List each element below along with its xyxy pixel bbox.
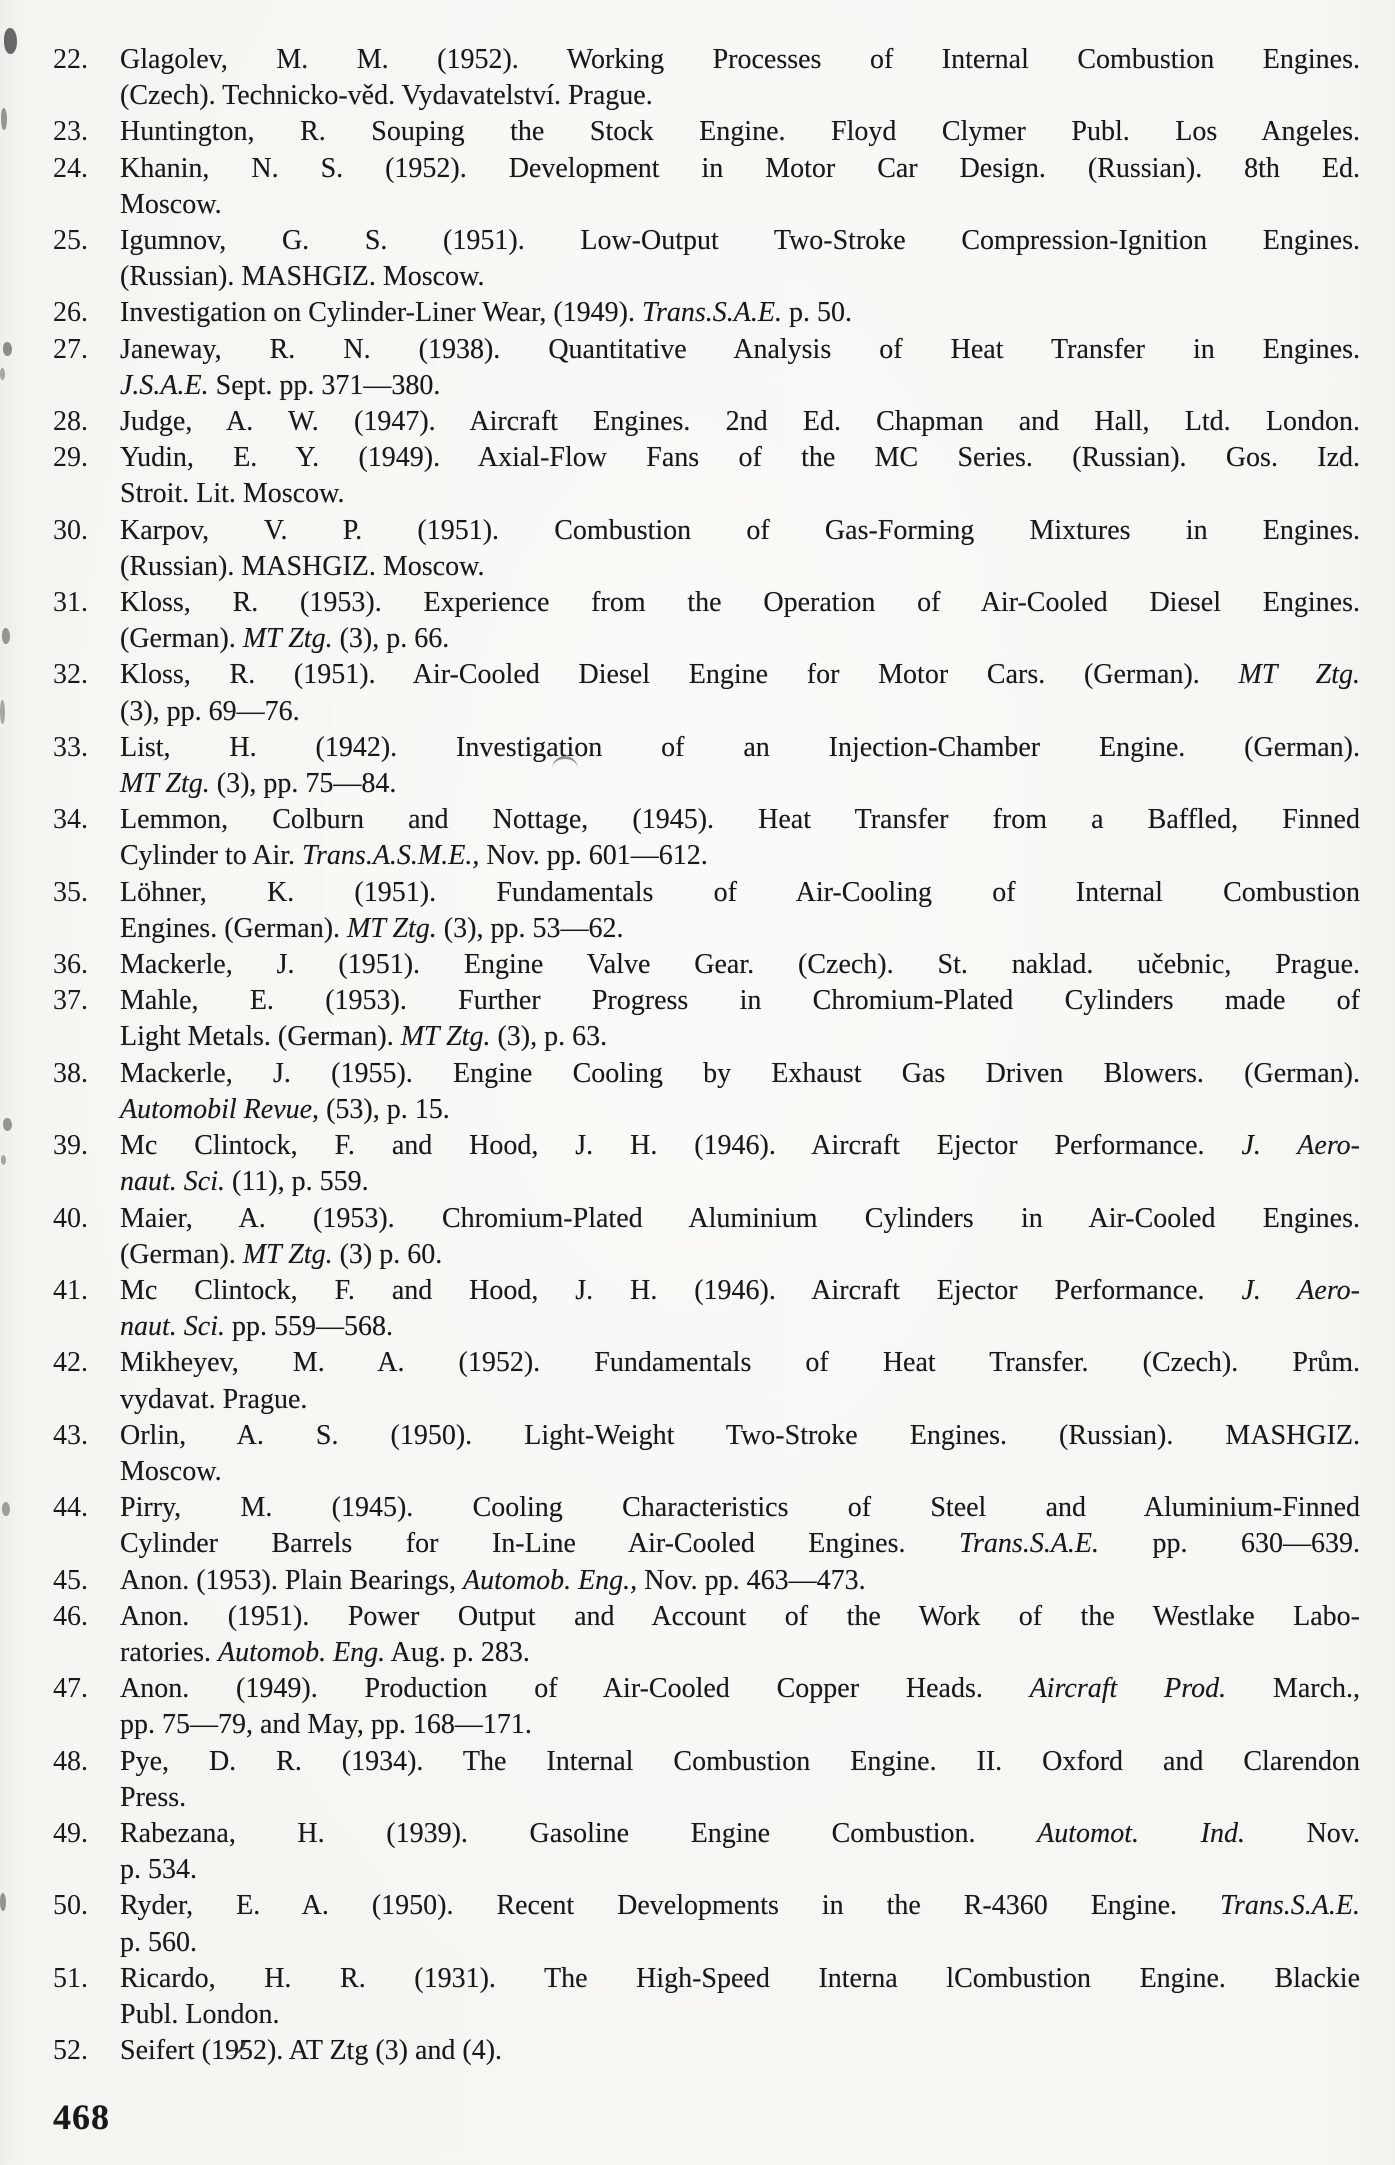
reference-line: Khanin, N. S. (1952). Development in Motor Car Design. (Russian). 8th Ed. bbox=[120, 152, 1360, 184]
reference-text bbox=[120, 1816, 1360, 1888]
reference-line: Mackerle, J. (1955). Engine Cooling by Exhaust Gas Driven Blowers. (German). bbox=[120, 1057, 1360, 1089]
reference-line: Seifert (1952). AT Ztg (3) and (4). bbox=[120, 2035, 503, 2067]
reference-line: (3), pp. 69—76. bbox=[120, 695, 300, 727]
reference-entry bbox=[53, 114, 1360, 150]
reference-number: 40. bbox=[53, 1202, 88, 1234]
reference-number: 23. bbox=[53, 116, 88, 148]
reference-line: Cylinder to Air. Trans.A.S.M.E., Nov. pp. 601—612. bbox=[120, 840, 708, 872]
reference-line: Pirry, M. (1945). Cooling Characteristics of Steel and Aluminium-Finned bbox=[120, 1492, 1360, 1524]
reference-line: Stroit. Lit. Moscow. bbox=[120, 478, 345, 510]
reference-line: Investigation on Cylinder-Liner Wear, (1949). Trans.S.A.E. p. 50. bbox=[120, 297, 852, 329]
reference-entry bbox=[53, 223, 1360, 295]
reference-line: Löhner, K. (1951). Fundamentals of Air-Cooling of Internal Combustion bbox=[120, 876, 1360, 908]
reference-line: Anon. (1953). Plain Bearings, Automob. Eng., Nov. pp. 463—473. bbox=[120, 1564, 866, 1596]
reference-line: Kloss, R. (1951). Air-Cooled Diesel Engine for Motor Cars. (German). MT Ztg. bbox=[120, 659, 1360, 691]
reference-line: Judge, A. W. (1947). Aircraft Engines. 2nd Ed. Chapman and Hall, Ltd. London. bbox=[120, 406, 1360, 438]
reference-line: Orlin, A. S. (1950). Light-Weight Two-Stroke Engines. (Russian). MASHGIZ. bbox=[120, 1419, 1360, 1451]
reference-line: Moscow. bbox=[120, 1455, 222, 1487]
reference-line: Lemmon, Colburn and Nottage, (1945). Heat Transfer from a Baffled, Finned bbox=[120, 804, 1360, 836]
scan-speck bbox=[0, 700, 5, 724]
reference-text bbox=[120, 1888, 1360, 1960]
reference-entry bbox=[53, 1563, 1360, 1599]
reference-text bbox=[120, 1056, 1360, 1128]
reference-line: Mc Clintock, F. and Hood, J. H. (1946). Aircraft Ejector Performance. J. Aero- bbox=[120, 1130, 1360, 1162]
reference-entry bbox=[53, 1418, 1360, 1490]
reference-text bbox=[120, 1490, 1360, 1562]
reference-number: 49. bbox=[53, 1817, 88, 1849]
reference-line: Igumnov, G. S. (1951). Low-Output Two-Stroke Compression-Ignition Engines. bbox=[120, 225, 1360, 257]
reference-entry bbox=[53, 404, 1360, 440]
reference-entry bbox=[53, 513, 1360, 585]
reference-number: 47. bbox=[53, 1673, 88, 1705]
scan-speck bbox=[0, 1893, 6, 1911]
reference-text bbox=[120, 1961, 1360, 2033]
reference-number: 34. bbox=[53, 804, 88, 836]
reference-line: Janeway, R. N. (1938). Quantitative Analysis of Heat Transfer in Engines. bbox=[120, 333, 1360, 365]
reference-text bbox=[120, 513, 1360, 585]
scan-speck bbox=[1, 108, 7, 130]
reference-number: 45. bbox=[53, 1564, 88, 1596]
reference-line: Mackerle, J. (1951). Engine Valve Gear. (Czech). St. naklad. učebnic, Prague. bbox=[120, 949, 1360, 981]
reference-text bbox=[120, 440, 1360, 512]
reference-number: 36. bbox=[53, 949, 88, 981]
reference-text bbox=[120, 657, 1360, 729]
reference-line: Press. bbox=[120, 1781, 187, 1813]
reference-line: Yudin, E. Y. (1949). Axial-Flow Fans of the MC Series. (Russian). Gos. Izd. bbox=[120, 442, 1360, 474]
reference-entry bbox=[53, 1490, 1360, 1562]
reference-line: Automobil Revue, (53), p. 15. bbox=[120, 1093, 450, 1125]
reference-entry bbox=[53, 1273, 1360, 1345]
reference-entry bbox=[53, 1961, 1360, 2033]
reference-line: Mahle, E. (1953). Further Progress in Chromium-Plated Cylinders made of bbox=[120, 985, 1360, 1017]
reference-number: 35. bbox=[53, 876, 88, 908]
reference-number: 42. bbox=[53, 1347, 88, 1379]
reference-text bbox=[120, 151, 1360, 223]
reference-line: (German). MT Ztg. (3), p. 66. bbox=[120, 623, 450, 655]
reference-text bbox=[120, 404, 1360, 440]
reference-number: 37. bbox=[53, 985, 88, 1017]
reference-line: (Russian). MASHGIZ. Moscow. bbox=[120, 550, 485, 582]
reference-entry bbox=[53, 1744, 1360, 1816]
reference-line: List, H. (1942). Investigation of an Injection-Chamber Engine. (German). bbox=[120, 731, 1360, 763]
reference-entry bbox=[53, 42, 1360, 114]
reference-number: 52. bbox=[53, 2035, 88, 2067]
reference-line: naut. Sci. (11), p. 559. bbox=[120, 1166, 369, 1198]
reference-line: J.S.A.E. Sept. pp. 371—380. bbox=[120, 369, 441, 401]
reference-line: Moscow. bbox=[120, 188, 222, 220]
reference-entry bbox=[53, 332, 1360, 404]
reference-number: 46. bbox=[53, 1600, 88, 1632]
reference-entry bbox=[53, 1888, 1360, 1960]
reference-text bbox=[120, 802, 1360, 874]
scan-speck bbox=[2, 1502, 10, 1516]
reference-entry bbox=[53, 1201, 1360, 1273]
reference-line: p. 560. bbox=[120, 1926, 197, 1958]
reference-number: 48. bbox=[53, 1745, 88, 1777]
reference-text bbox=[120, 1563, 1360, 1599]
reference-number: 50. bbox=[53, 1890, 88, 1922]
reference-number: 30. bbox=[53, 514, 88, 546]
page-number: 468 bbox=[53, 2097, 110, 2137]
reference-line: Anon. (1949). Production of Air-Cooled Copper Heads. Aircraft Prod. March., bbox=[120, 1673, 1361, 1705]
reference-number: 27. bbox=[53, 333, 88, 365]
reference-line: pp. 75—79, and May, pp. 168—171. bbox=[120, 1709, 532, 1741]
reference-number: 33. bbox=[53, 731, 88, 763]
reference-text bbox=[120, 875, 1360, 947]
reference-number: 51. bbox=[53, 1962, 88, 1994]
reference-line: Light Metals. (German). MT Ztg. (3), p. 63. bbox=[120, 1021, 608, 1053]
reference-entry bbox=[53, 295, 1360, 331]
reference-entry bbox=[53, 730, 1360, 802]
reference-text bbox=[120, 1418, 1360, 1490]
reference-line: Huntington, R. Souping the Stock Engine. Floyd Clymer Publ. Los Angeles. bbox=[120, 116, 1360, 148]
reference-line: vydavat. Prague. bbox=[120, 1383, 308, 1415]
reference-entry bbox=[53, 1128, 1360, 1200]
reference-entry bbox=[53, 440, 1360, 512]
reference-line: naut. Sci. pp. 559—568. bbox=[120, 1311, 393, 1343]
reference-line: Publ. London. bbox=[120, 1998, 280, 2030]
reference-entry bbox=[53, 947, 1360, 983]
reference-number: 43. bbox=[53, 1419, 88, 1451]
reference-number: 38. bbox=[53, 1057, 88, 1089]
reference-line: ratories. Automob. Eng. Aug. p. 283. bbox=[120, 1636, 530, 1668]
reference-entry bbox=[53, 585, 1360, 657]
reference-text bbox=[120, 1201, 1360, 1273]
reference-number: 28. bbox=[53, 406, 88, 438]
reference-entry bbox=[53, 151, 1360, 223]
reference-entry bbox=[53, 802, 1360, 874]
reference-line: (German). MT Ztg. (3) p. 60. bbox=[120, 1238, 443, 1270]
reference-line: (Czech). Technicko-věd. Vydavatelství. Prague. bbox=[120, 80, 653, 112]
reference-line: MT Ztg. (3), pp. 75—84. bbox=[120, 768, 397, 800]
reference-text bbox=[120, 1128, 1360, 1200]
reference-text bbox=[120, 947, 1360, 983]
reference-text bbox=[120, 983, 1360, 1055]
reference-entry bbox=[53, 1599, 1360, 1671]
scan-speck bbox=[4, 28, 17, 54]
reference-text bbox=[120, 332, 1360, 404]
scan-speck bbox=[3, 342, 12, 356]
reference-text bbox=[120, 1599, 1360, 1671]
reference-line: Cylinder Barrels for In-Line Air-Cooled Engines. Trans.S.A.E. pp. 630—639. bbox=[120, 1528, 1360, 1560]
reference-line: Rabezana, H. (1939). Gasoline Engine Combustion. Automot. Ind. Nov. bbox=[120, 1817, 1360, 1849]
reference-text bbox=[120, 1273, 1360, 1345]
reference-entry bbox=[53, 1816, 1360, 1888]
reference-text bbox=[120, 730, 1360, 802]
reference-line: Mc Clintock, F. and Hood, J. H. (1946). Aircraft Ejector Performance. J. Aero- bbox=[120, 1274, 1360, 1306]
reference-text bbox=[120, 42, 1360, 114]
reference-line: Pye, D. R. (1934). The Internal Combustion Engine. II. Oxford and Clarendon bbox=[120, 1745, 1360, 1777]
reference-text bbox=[120, 295, 1360, 331]
reference-number: 26. bbox=[53, 297, 88, 329]
reference-entry bbox=[53, 1671, 1360, 1743]
reference-line: Ricardo, H. R. (1931). The High-Speed Interna lCombustion Engine. Blackie bbox=[120, 1962, 1360, 1994]
scan-speck bbox=[3, 1118, 12, 1131]
reference-text bbox=[120, 223, 1360, 295]
reference-number: 32. bbox=[53, 659, 88, 691]
reference-text bbox=[120, 114, 1360, 150]
reference-entry bbox=[53, 657, 1360, 729]
reference-text bbox=[120, 1744, 1360, 1816]
scan-speck bbox=[0, 368, 5, 380]
reference-number: 22. bbox=[53, 44, 88, 75]
reference-line: Kloss, R. (1953). Experience from the Operation of Air-Cooled Diesel Engines. bbox=[120, 587, 1360, 619]
reference-number: 29. bbox=[53, 442, 88, 474]
reference-number: 39. bbox=[53, 1130, 88, 1162]
reference-number: 31. bbox=[53, 587, 88, 619]
reference-entry bbox=[53, 983, 1360, 1055]
reference-line: Glagolev, M. M. (1952). Working Processes of Internal Combustion Engines. bbox=[120, 44, 1360, 75]
scan-speck bbox=[1, 1155, 6, 1165]
reference-line: Anon. (1951). Power Output and Account of the Work of the Westlake Labo- bbox=[120, 1600, 1360, 1632]
reference-line: Maier, A. (1953). Chromium-Plated Aluminium Cylinders in Air-Cooled Engines. bbox=[120, 1202, 1360, 1234]
reference-entry bbox=[53, 875, 1360, 947]
reference-text bbox=[120, 1345, 1360, 1417]
reference-text bbox=[120, 1671, 1360, 1743]
reference-line: Mikheyev, M. A. (1952). Fundamentals of Heat Transfer. (Czech). Prům. bbox=[120, 1347, 1360, 1379]
reference-entry bbox=[53, 1056, 1360, 1128]
reference-line: Karpov, V. P. (1951). Combustion of Gas-Forming Mixtures in Engines. bbox=[120, 514, 1360, 546]
reference-line: p. 534. bbox=[120, 1854, 197, 1886]
reference-line: (Russian). MASHGIZ. Moscow. bbox=[120, 261, 485, 293]
reference-entry bbox=[53, 1345, 1360, 1417]
reference-list bbox=[53, 42, 1360, 2069]
reference-number: 44. bbox=[53, 1492, 88, 1524]
reference-number: 41. bbox=[53, 1274, 88, 1306]
reference-entry bbox=[53, 2033, 1360, 2069]
reference-number: 25. bbox=[53, 225, 88, 257]
reference-line: Engines. (German). MT Ztg. (3), pp. 53—62. bbox=[120, 912, 624, 944]
scan-speck bbox=[2, 628, 10, 644]
reference-text bbox=[120, 2033, 1360, 2069]
reference-line: Ryder, E. A. (1950). Recent Developments in the R-4360 Engine. Trans.S.A.E. bbox=[120, 1890, 1360, 1922]
reference-text bbox=[120, 585, 1360, 657]
reference-number: 24. bbox=[53, 152, 88, 184]
